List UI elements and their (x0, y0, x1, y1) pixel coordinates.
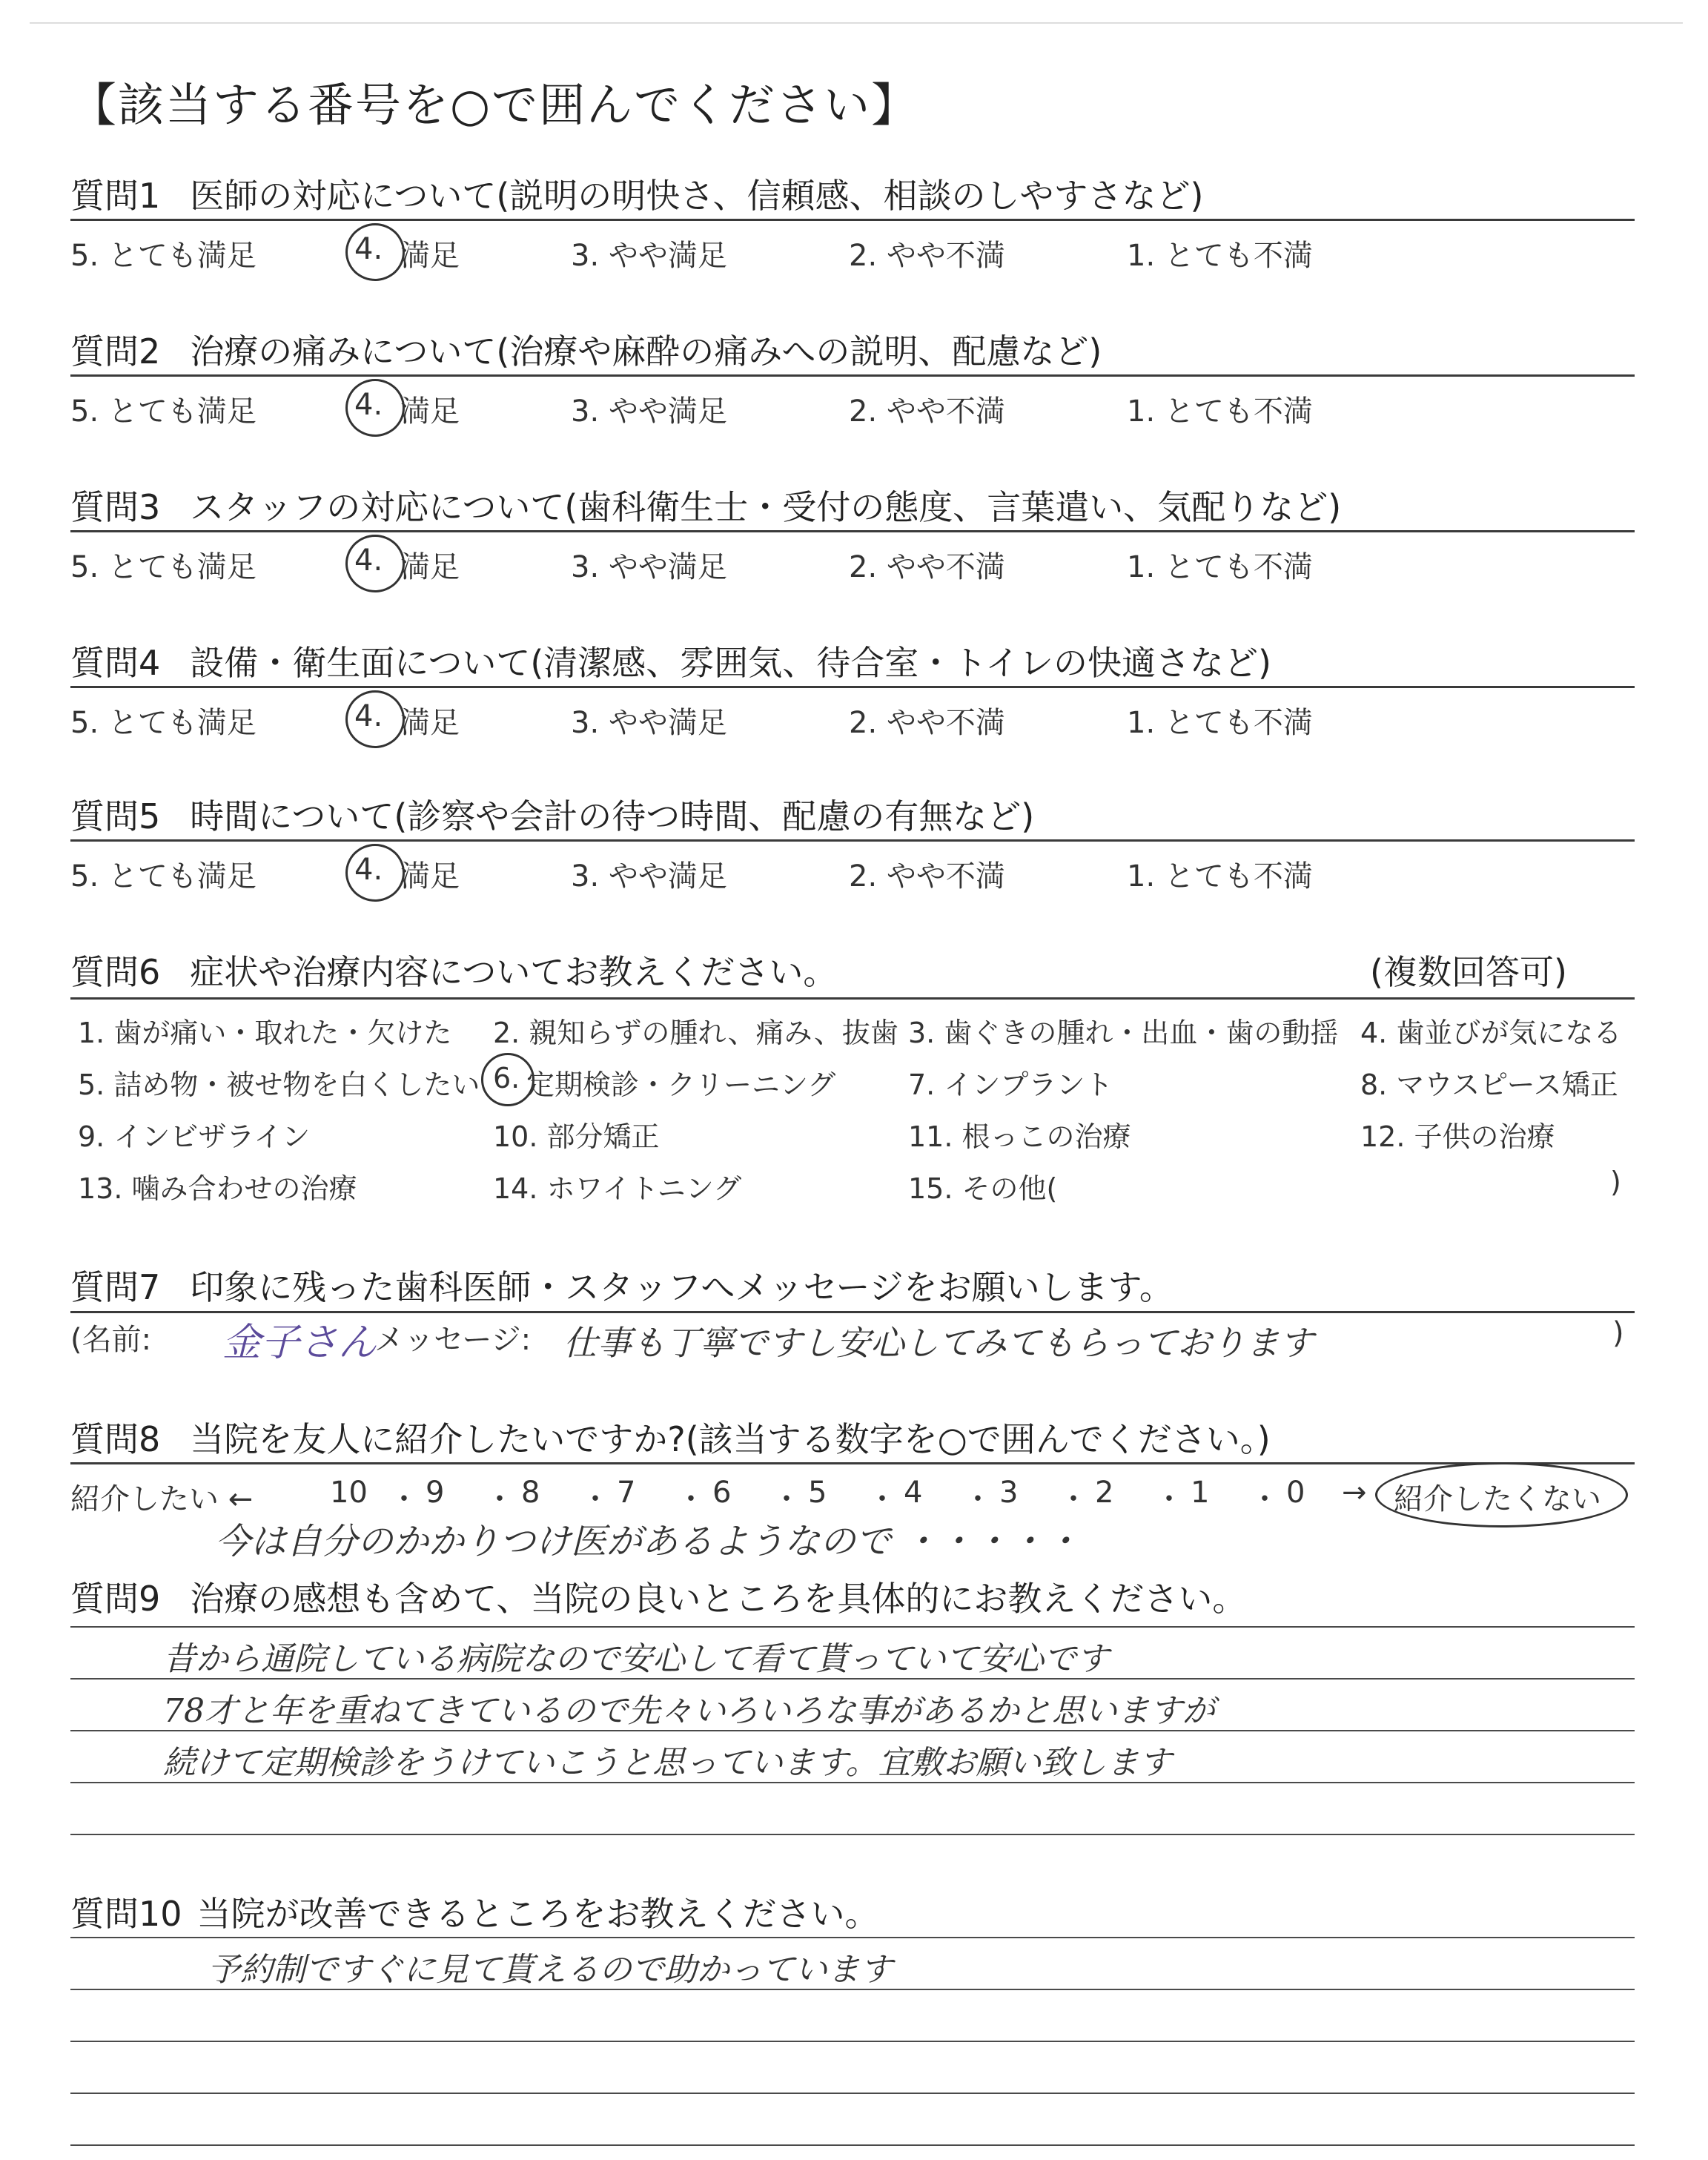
q3-rule (70, 530, 1635, 532)
q3-option-4-label: 満足 (400, 550, 460, 584)
q8-scale-2: 2 (1095, 1476, 1114, 1510)
q2-title (70, 325, 1102, 374)
q4-title (70, 636, 1271, 685)
q3-selection-ring (345, 535, 405, 592)
q8-scale-9: 9 (426, 1476, 445, 1510)
q2-option-4-number: 4. (354, 388, 383, 422)
q1-selection-ring (345, 223, 405, 281)
q6-option-6: 6. (493, 1062, 520, 1094)
q1-text: 医師の対応について(説明の明快さ、信頼感、相談のしやすさなど) (190, 176, 1204, 216)
q2-selection-ring (345, 379, 405, 437)
q5-option-4-number: 4. (354, 853, 383, 887)
q1-option-5: 5. とても満足 (70, 239, 256, 273)
q6-option-2: 2. 親知らずの腫れ、痛み、抜歯 (493, 1017, 898, 1049)
scan-top-edge (30, 22, 1683, 24)
q4-text: 設備・衛生面について(清潔感、雰囲気、待合室・トイレの快適さなど) (190, 643, 1271, 683)
q10-title (70, 1887, 879, 1936)
q6-option-10: 10. 部分矯正 (493, 1120, 660, 1153)
q9-answer-line-3: 続けて定期検診をうけていこうと思っています。宜敷お願い致します (163, 1744, 1172, 1782)
q6-rule (70, 997, 1635, 1000)
q1-option-4-number: 4. (354, 232, 383, 266)
q8-rule (70, 1462, 1635, 1464)
q6-option-14: 14. ホワイトニング (493, 1172, 742, 1205)
q5-rule (70, 839, 1635, 842)
q8-scale-6: 6 (712, 1476, 732, 1510)
q1-option-3: 3. やや満足 (571, 239, 727, 273)
q6-option-9: 9. インビザライン (78, 1120, 311, 1153)
q6-option-8: 8. マウスピース矯正 (1360, 1069, 1618, 1101)
q2-option-3: 3. やや満足 (571, 394, 727, 429)
q6-title (70, 945, 837, 994)
q2-option-5: 5. とても満足 (70, 394, 256, 429)
q8-scale-7: 7 (617, 1476, 636, 1510)
q3-option-4-number: 4. (354, 544, 383, 578)
q6-option-15: 15. その他( (908, 1172, 1058, 1205)
q8-scale-separator: ・ (676, 1482, 706, 1516)
q8-label: 質問8 (70, 1419, 161, 1459)
q7-name-label: (名前: (70, 1323, 152, 1357)
q7-message-label: メッセージ: (374, 1323, 532, 1357)
q6-option-11: 11. 根っこの治療 (908, 1120, 1131, 1153)
q5-option-3: 3. やや満足 (571, 859, 727, 894)
q4-option-5: 5. とても満足 (70, 706, 256, 740)
q9-answer-rule (70, 1626, 1635, 1628)
q8-text: 当院を友人に紹介したいですか?(該当する数字を○で囲んでください。) (190, 1419, 1271, 1459)
q5-title (70, 790, 1034, 839)
q8-scale-separator: ・ (963, 1482, 993, 1516)
q9-answer-line-2: 78才と年を重ねてきているので先々いろいろな事があるかと思いますが (163, 1692, 1215, 1730)
q5-label: 質問5 (70, 796, 161, 836)
q5-option-2: 2. やや不満 (849, 859, 1005, 894)
page-title: 【該当する番号を○で囲んでください】 (70, 78, 919, 132)
q6-label: 質問6 (70, 952, 161, 992)
q6-note: (複数回答可) (1370, 952, 1567, 992)
q8-scale-4: 4 (904, 1476, 923, 1510)
q6-option-1: 1. 歯が痛い・取れた・欠けた (78, 1017, 452, 1049)
q3-title (70, 480, 1341, 529)
q7-name-value: 金子さん (222, 1321, 377, 1365)
q1-label: 質問1 (70, 176, 161, 216)
q8-right-arrow: → (1342, 1476, 1367, 1510)
q8-scale-10: 10 (330, 1476, 368, 1510)
q7-label: 質問7 (70, 1267, 161, 1307)
q2-rule (70, 374, 1635, 377)
q10-answer-rule (70, 2093, 1635, 2094)
q2-text: 治療の痛みについて(治療や麻酔の痛みへの説明、配慮など) (190, 331, 1102, 371)
q8-scale-0: 0 (1286, 1476, 1305, 1510)
q4-option-4-number: 4. (354, 699, 383, 733)
q9-label: 質問9 (70, 1579, 161, 1619)
q8-scale-1: 1 (1191, 1476, 1210, 1510)
q4-selection-ring (345, 690, 405, 748)
q6-option-13: 13. 噛み合わせの治療 (78, 1172, 357, 1205)
q7-title (70, 1261, 1174, 1309)
q6-option-4: 4. 歯並びが気になる (1360, 1017, 1622, 1049)
q4-option-1: 1. とても不満 (1127, 706, 1313, 740)
q10-answer-rule (70, 2144, 1635, 2146)
q8-scale-separator: ・ (389, 1482, 419, 1516)
q8-scale-8: 8 (521, 1476, 540, 1510)
q6-option-6-label: 定期検診・クリーニング (526, 1069, 836, 1101)
q8-scale-separator: ・ (1154, 1482, 1184, 1516)
q10-answer-rule (70, 1937, 1635, 1938)
q4-rule (70, 686, 1635, 688)
q5-option-5: 5. とても満足 (70, 859, 256, 894)
q7-text: 印象に残った歯科医師・スタッフへメッセージをお願いします。 (190, 1267, 1174, 1307)
q2-option-4-label: 満足 (400, 394, 460, 429)
q9-answer-rule (70, 1730, 1635, 1731)
q5-text: 時間について(診察や会計の待つ時間、配慮の有無など) (190, 796, 1035, 836)
q9-answer-rule (70, 1834, 1635, 1835)
q1-title (70, 169, 1203, 218)
q5-option-1: 1. とても不満 (1127, 859, 1313, 894)
q1-option-4-label: 満足 (400, 239, 460, 273)
q8-left-label: 紹介したい ← (70, 1482, 254, 1516)
q5-selection-ring (345, 844, 405, 902)
q1-rule (70, 219, 1635, 221)
q6-option-7: 7. インプラント (908, 1069, 1113, 1101)
q9-answer-line-1: 昔から通院している病院なので安心して看て貰っていて安心です (163, 1640, 1109, 1678)
q8-scale-separator: ・ (772, 1482, 801, 1516)
q10-answer-line-1: 予約制ですぐに見て貰えるので助かっています (208, 1951, 893, 1989)
q4-option-4-label: 満足 (400, 706, 460, 740)
q9-text: 治療の感想も含めて、当院の良いところを具体的にお教えください。 (190, 1579, 1247, 1619)
q8-scale-3: 3 (999, 1476, 1019, 1510)
q5-option-4-label: 満足 (400, 859, 460, 894)
q3-label: 質問3 (70, 487, 161, 527)
q6-text: 症状や治療内容についてお教えください。 (190, 952, 838, 992)
q4-option-2: 2. やや不満 (849, 706, 1005, 740)
q3-option-2: 2. やや不満 (849, 550, 1005, 584)
q6-option-3: 3. 歯ぐきの腫れ・出血・歯の動揺 (908, 1017, 1339, 1049)
q10-text: 当院が改善できるところをお教えください。 (196, 1894, 879, 1934)
q1-option-2: 2. やや不満 (849, 239, 1005, 273)
q4-option-3: 3. やや満足 (571, 706, 727, 740)
q8-scale-separator: ・ (1059, 1482, 1088, 1516)
q3-text: スタッフの対応について(歯科衛生士・受付の態度、言葉遣い、気配りなど) (190, 487, 1342, 527)
q9-title (70, 1572, 1246, 1621)
q6-selection-ring (481, 1053, 534, 1106)
q9-answer-rule (70, 1678, 1635, 1680)
q6-option-12: 12. 子供の治療 (1360, 1120, 1555, 1153)
q8-comment: 今は自分のかかりつけ医があるようなので ・・・・・ (215, 1521, 1081, 1562)
q3-option-1: 1. とても不満 (1127, 550, 1313, 584)
q7-message-value: 仕事も丁寧ですし安心してみてもらっております (563, 1323, 1314, 1363)
q10-answer-rule (70, 2041, 1635, 2042)
q3-option-3: 3. やや満足 (571, 550, 727, 584)
q2-option-2: 2. やや不満 (849, 394, 1005, 429)
q6-option-16: ) (1610, 1166, 1621, 1198)
q8-scale-separator: ・ (867, 1482, 897, 1516)
q1-option-1: 1. とても不満 (1127, 239, 1313, 273)
q8-title (70, 1413, 1271, 1462)
q9-answer-rule (70, 1782, 1635, 1783)
q10-answer-rule (70, 1989, 1635, 1990)
q8-scale-separator: ・ (485, 1482, 514, 1516)
q8-selection-ring (1375, 1462, 1628, 1527)
q8-scale-5: 5 (808, 1476, 827, 1510)
q4-label: 質問4 (70, 643, 161, 683)
q10-label: 質問10 (70, 1894, 182, 1934)
q3-option-5: 5. とても満足 (70, 550, 256, 584)
q8-right-label: 紹介したくない (1394, 1482, 1601, 1516)
q6-option-5: 5. 詰め物・被せ物を白くしたい (78, 1069, 480, 1101)
q8-scale-separator: ・ (1250, 1482, 1280, 1516)
q2-option-1: 1. とても不満 (1127, 394, 1313, 429)
q7-close-paren: ) (1612, 1316, 1624, 1350)
q8-scale-separator: ・ (580, 1482, 610, 1516)
q2-label: 質問2 (70, 331, 161, 371)
